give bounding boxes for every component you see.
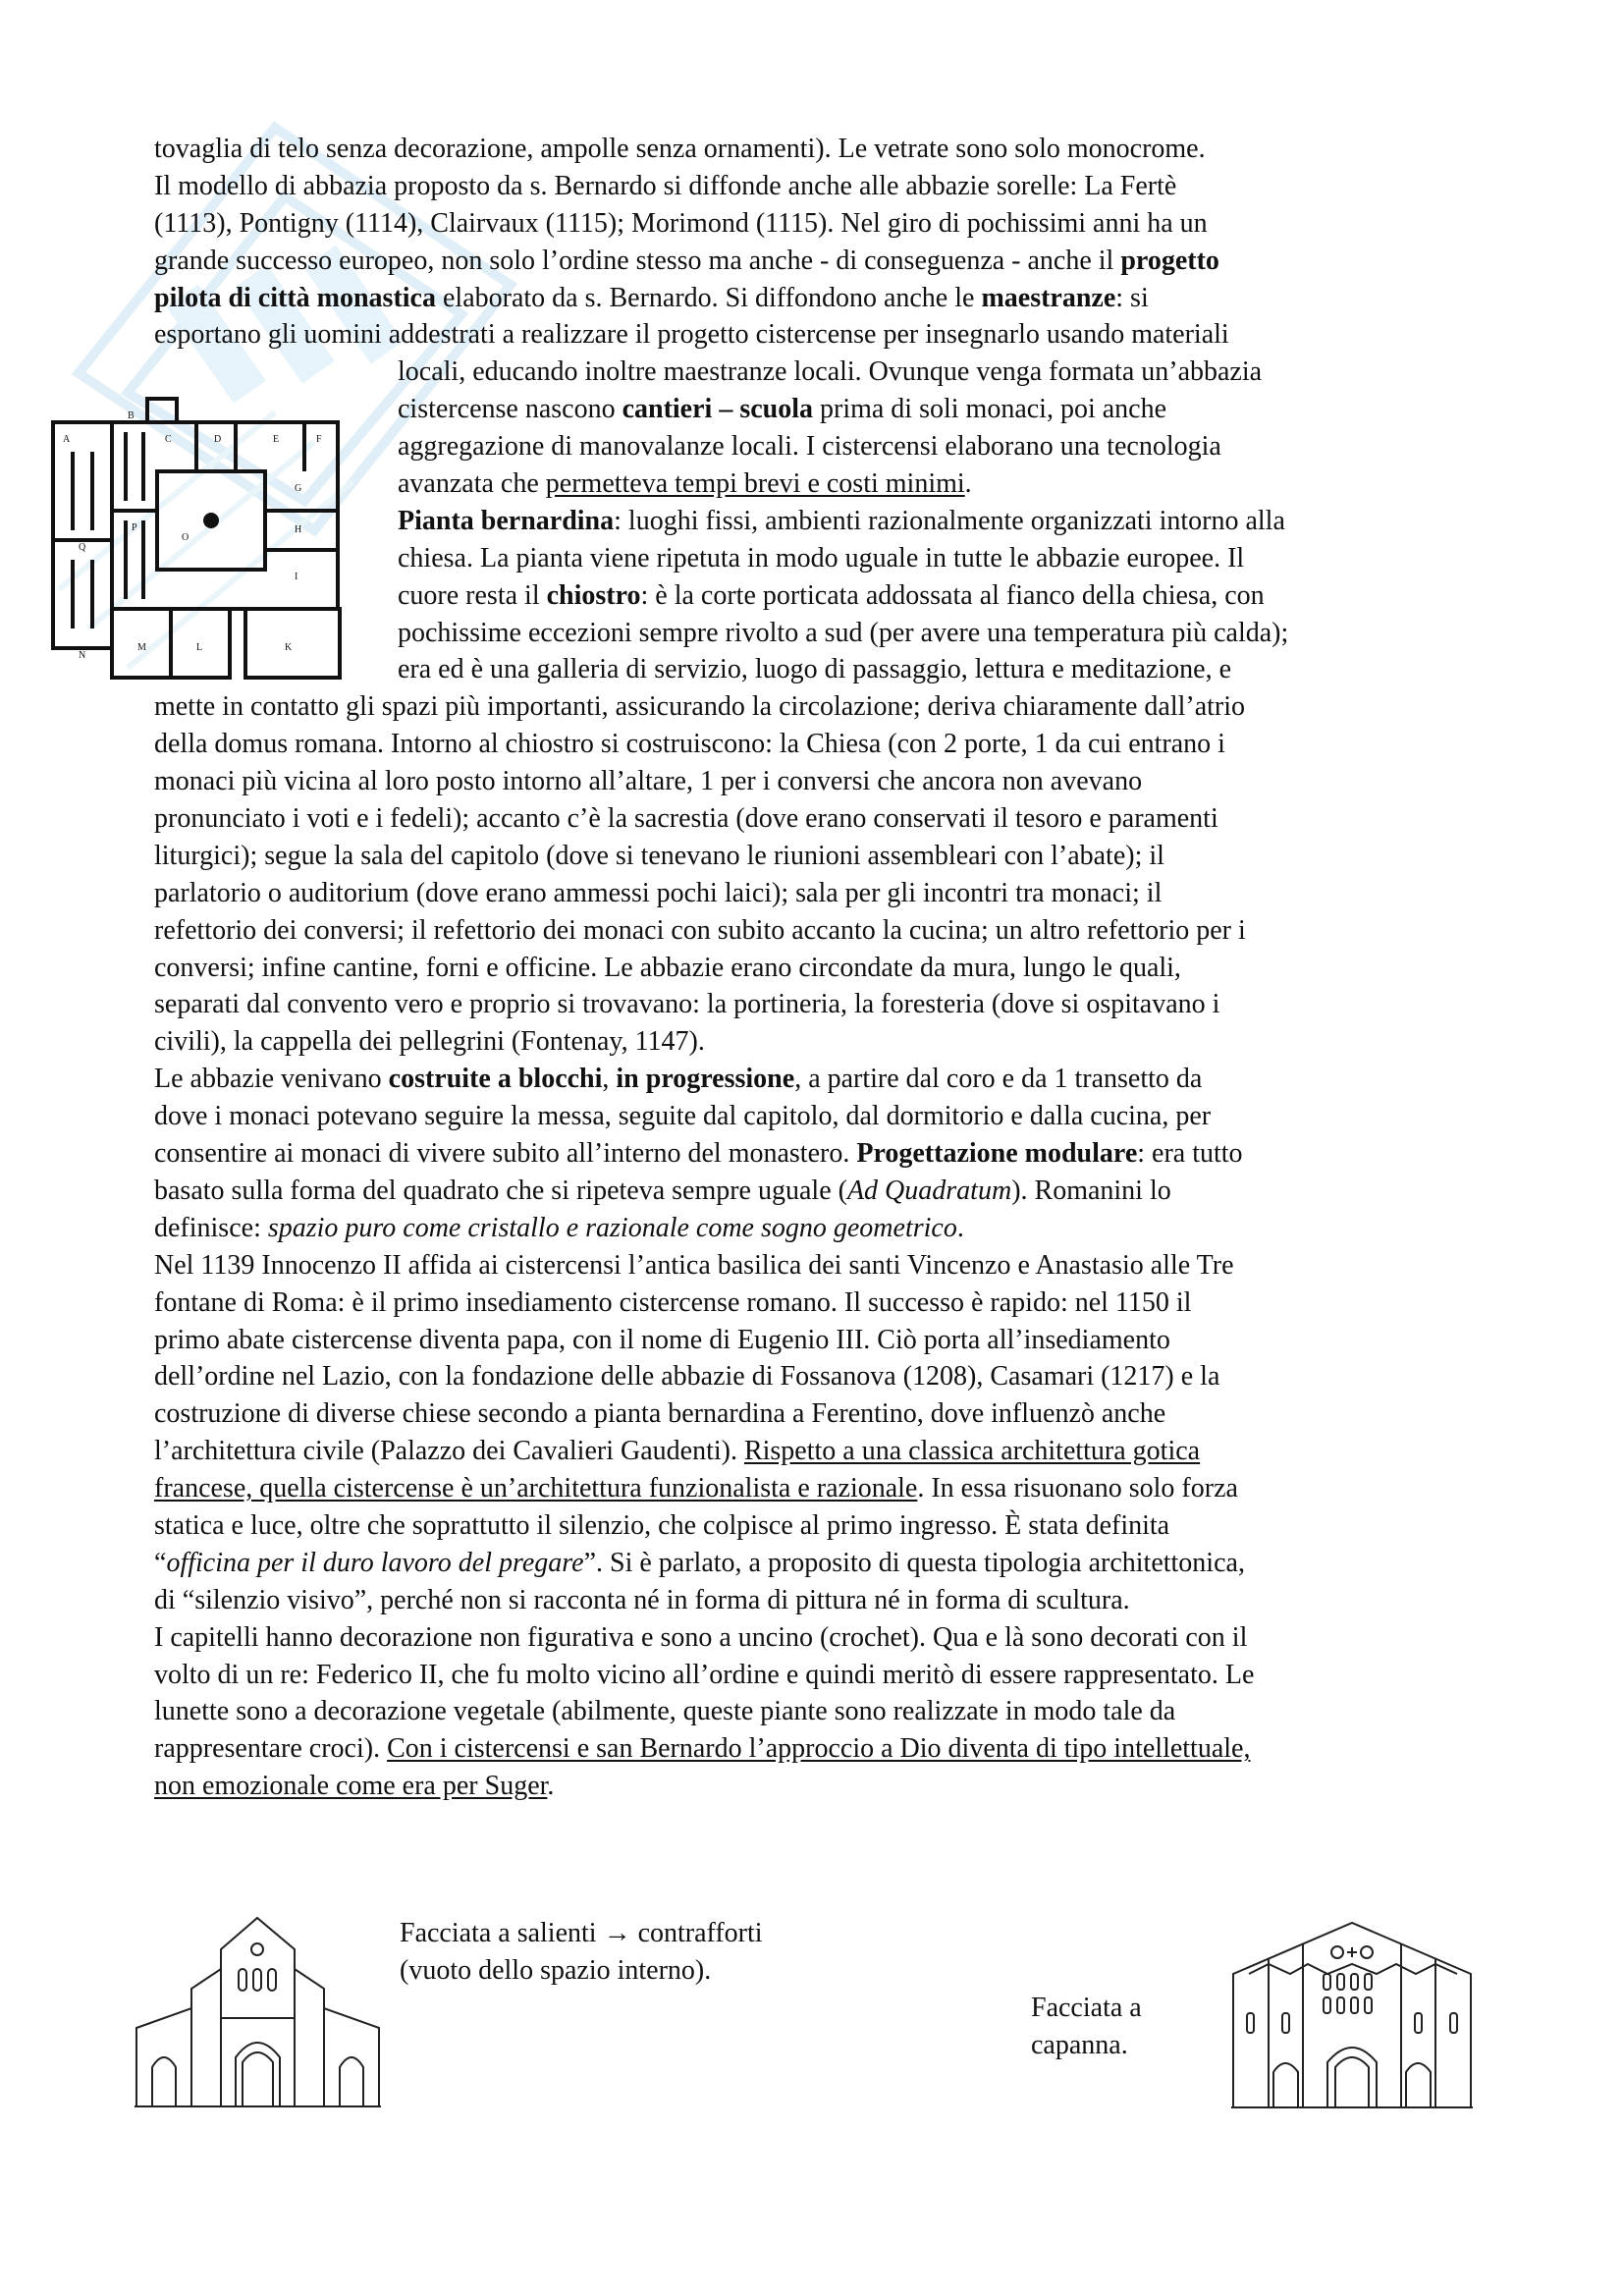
text-line: volto di un re: Federico II, che fu molto vicino all’ordine e quindi meritò di essere rappresentato. Le <box>154 1659 1255 1690</box>
text-line: locali, educando inoltre maestranze locali. Ovunque venga formata un’abbazia <box>398 356 1263 388</box>
text-line: esportano gli uomini addestrati a realizzare il progetto cistercense per insegnarlo usando materiali <box>154 319 1229 351</box>
plan-label: H <box>295 524 302 535</box>
text-line: basato sulla forma del quadrato che si ripeteva sempre uguale (Ad Quadratum). Romanini lo <box>154 1175 1171 1206</box>
text-line: pronunciato i voti e i fedeli); accanto c’è la sacrestia (dove erano conservati il tesoro e paramenti <box>154 803 1218 835</box>
text-line: conversi; infine cantine, forni e officine. Le abbazie erano circondate da mura, lungo le quali, <box>154 952 1181 983</box>
plan-label: N <box>79 650 86 661</box>
text-line: tovaglia di telo senza decorazione, ampolle senza ornamenti). Le vetrate sono solo monocrome. <box>154 134 1206 164</box>
text-line: l’architettura civile (Palazzo dei Cavalieri Gaudenti). Rispetto a una classica architettura gotica <box>154 1436 1201 1467</box>
text-line: definisce: spazio puro come cristallo e razionale come sogno geometrico. <box>154 1212 964 1243</box>
capanna-facade-drawing <box>1229 1915 1475 2111</box>
text-line: grande successo europeo, non solo l’ordine stesso ma anche - di conseguenza - anche il progetto <box>154 245 1219 276</box>
text-line: lunette sono a decorazione vegetale (abilmente, queste piante sono realizzate in modo tale da <box>154 1696 1176 1727</box>
caption-salienti-line-2: (vuoto dello spazio interno). <box>400 1955 712 1986</box>
plan-label: G <box>295 483 302 494</box>
plan-label: A <box>63 434 71 445</box>
text-line: (1113), Pontigny (1114), Clairvaux (1115); Morimond (1115). Nel giro di pochissimi anni ha un <box>154 207 1208 239</box>
text-line: Pianta bernardina: luoghi fissi, ambienti razionalmente organizzati intorno alla <box>398 505 1285 536</box>
plan-label: O <box>182 532 189 543</box>
plan-label: Q <box>79 542 86 553</box>
text-line: consentire ai monaci di vivere subito all’interno del monastero. Progettazione modulare: era tutto <box>154 1138 1243 1170</box>
text-line: cistercense nascono cantieri – scuola prima di soli monaci, poi anche <box>398 394 1167 425</box>
text-line: fontane di Roma: è il primo insediamento cistercense romano. Il successo è rapido: nel 1150 il <box>154 1286 1192 1318</box>
salienti-facade-drawing <box>133 1910 383 2111</box>
text-line: separati dal convento vero e proprio si trovavano: la portineria, la foresteria (dove si ospitavano i <box>154 989 1220 1020</box>
text-line: dove i monaci potevano seguire la messa, seguite dal capitolo, dal dormitorio e dalla cucina, per <box>154 1101 1212 1132</box>
text-line: aggregazione di manovalanze locali. I cistercensi elaborano una tecnologia <box>398 431 1221 463</box>
plan-label: C <box>165 434 172 445</box>
text-line: cuore resta il chiostro: è la corte porticata addossata al fianco della chiesa, con <box>398 579 1265 611</box>
text-line: non emozionale come era per Suger. <box>154 1771 555 1802</box>
text-line: “officina per il duro lavoro del pregare”. Si è parlato, a proposito di questa tipologia architettonica, <box>154 1547 1245 1578</box>
caption-capanna-line-1: Facciata a <box>1031 1993 1142 2023</box>
text-line: liturgici); segue la sala del capitolo (dove si tenevano le riunioni assembleari con l’abate); il <box>154 840 1164 871</box>
text-line: Le abbazie venivano costruite a blocchi, in progressione, a partire dal coro e da 1 transetto da <box>154 1064 1203 1095</box>
text-line: statica e luce, oltre che soprattutto il silenzio, che colpisce al primo ingresso. È stata definita <box>154 1509 1170 1541</box>
plan-label: B <box>128 410 135 421</box>
plan-label: D <box>214 434 222 445</box>
plan-label: I <box>295 572 298 582</box>
text-line: avanzata che permetteva tempi brevi e costi minimi. <box>398 468 972 500</box>
plan-label: M <box>137 642 146 653</box>
plan-label: K <box>285 642 293 653</box>
text-line: pochissime eccezioni sempre rivolto a sud (per avere una temperatura più calda); <box>398 617 1289 648</box>
text-line: mette in contatto gli spazi più importanti, assicurando la circolazione; deriva chiaramente dall’atrio <box>154 691 1246 723</box>
abbey-plan-drawing <box>49 393 357 683</box>
text-line: civili), la cappella dei pellegrini (Fontenay, 1147). <box>154 1026 705 1058</box>
text-line: chiesa. La pianta viene ripetuta in modo uguale in tutte le abbazie europee. Il <box>398 542 1245 574</box>
caption-capanna-line-2: capanna. <box>1031 2030 1128 2060</box>
text-line: francese, quella cistercense è un’architettura funzionalista e razionale. In essa risuonano solo forza <box>154 1473 1238 1504</box>
text-line: refettorio dei conversi; il refettorio dei monaci con subito accanto la cucina; un altro refettorio per i <box>154 914 1246 946</box>
main-text <box>154 131 1470 1805</box>
caption-salienti-line-1: Facciata a salienti → contrafforti <box>400 1918 763 1948</box>
text-line: pilota di città monastica elaborato da s. Bernardo. Si diffondono anche le maestranze: si <box>154 282 1149 313</box>
text-line: era ed è una galleria di servizio, luogo di passaggio, lettura e meditazione, e <box>398 654 1232 685</box>
text-line: dell’ordine nel Lazio, con la fondazione delle abbazie di Fossanova (1208), Casamari (1217) e la <box>154 1361 1220 1393</box>
text-line: primo abate cistercense diventa papa, con il nome di Eugenio III. Ciò porta all’insediamento <box>154 1324 1170 1355</box>
text-line: costruzione di diverse chiese secondo a pianta bernardina a Ferentino, dove influenzò anche <box>154 1398 1166 1430</box>
text-line: I capitelli hanno decorazione non figurativa e sono a uncino (crochet). Qua e là sono decorati con il <box>154 1621 1248 1653</box>
plan-label: L <box>196 642 203 653</box>
text-line: rappresentare croci). Con i cistercensi e san Bernardo l’approccio a Dio diventa di tipo intellettuale, <box>154 1733 1251 1765</box>
plan-label: P <box>132 522 137 533</box>
text-line: della domus romana. Intorno al chiostro si costruiscono: la Chiesa (con 2 porte, 1 da cui entrano i <box>154 729 1225 760</box>
plan-label: E <box>273 434 280 445</box>
arrow-right-icon: → <box>603 1918 631 1948</box>
text-line: Nel 1139 Innocenzo II affida ai cistercensi l’antica basilica dei santi Vincenzo e Anastasio alle Tre <box>154 1249 1234 1281</box>
text-line: di “silenzio visivo”, perché non si racconta né in forma di pittura né in forma di scultura. <box>154 1584 1130 1615</box>
text-line: parlatorio o auditorium (dove erano ammessi pochi laici); sala per gli incontri tra monaci; il <box>154 877 1163 908</box>
text-line: Il modello di abbazia proposto da s. Bernardo si diffonde anche alle abbazie sorelle: La Fertè <box>154 170 1177 201</box>
plan-label: F <box>316 434 322 445</box>
text-line: monaci più vicina al loro posto intorno all’altare, 1 per i conversi che ancora non avevano <box>154 766 1143 797</box>
